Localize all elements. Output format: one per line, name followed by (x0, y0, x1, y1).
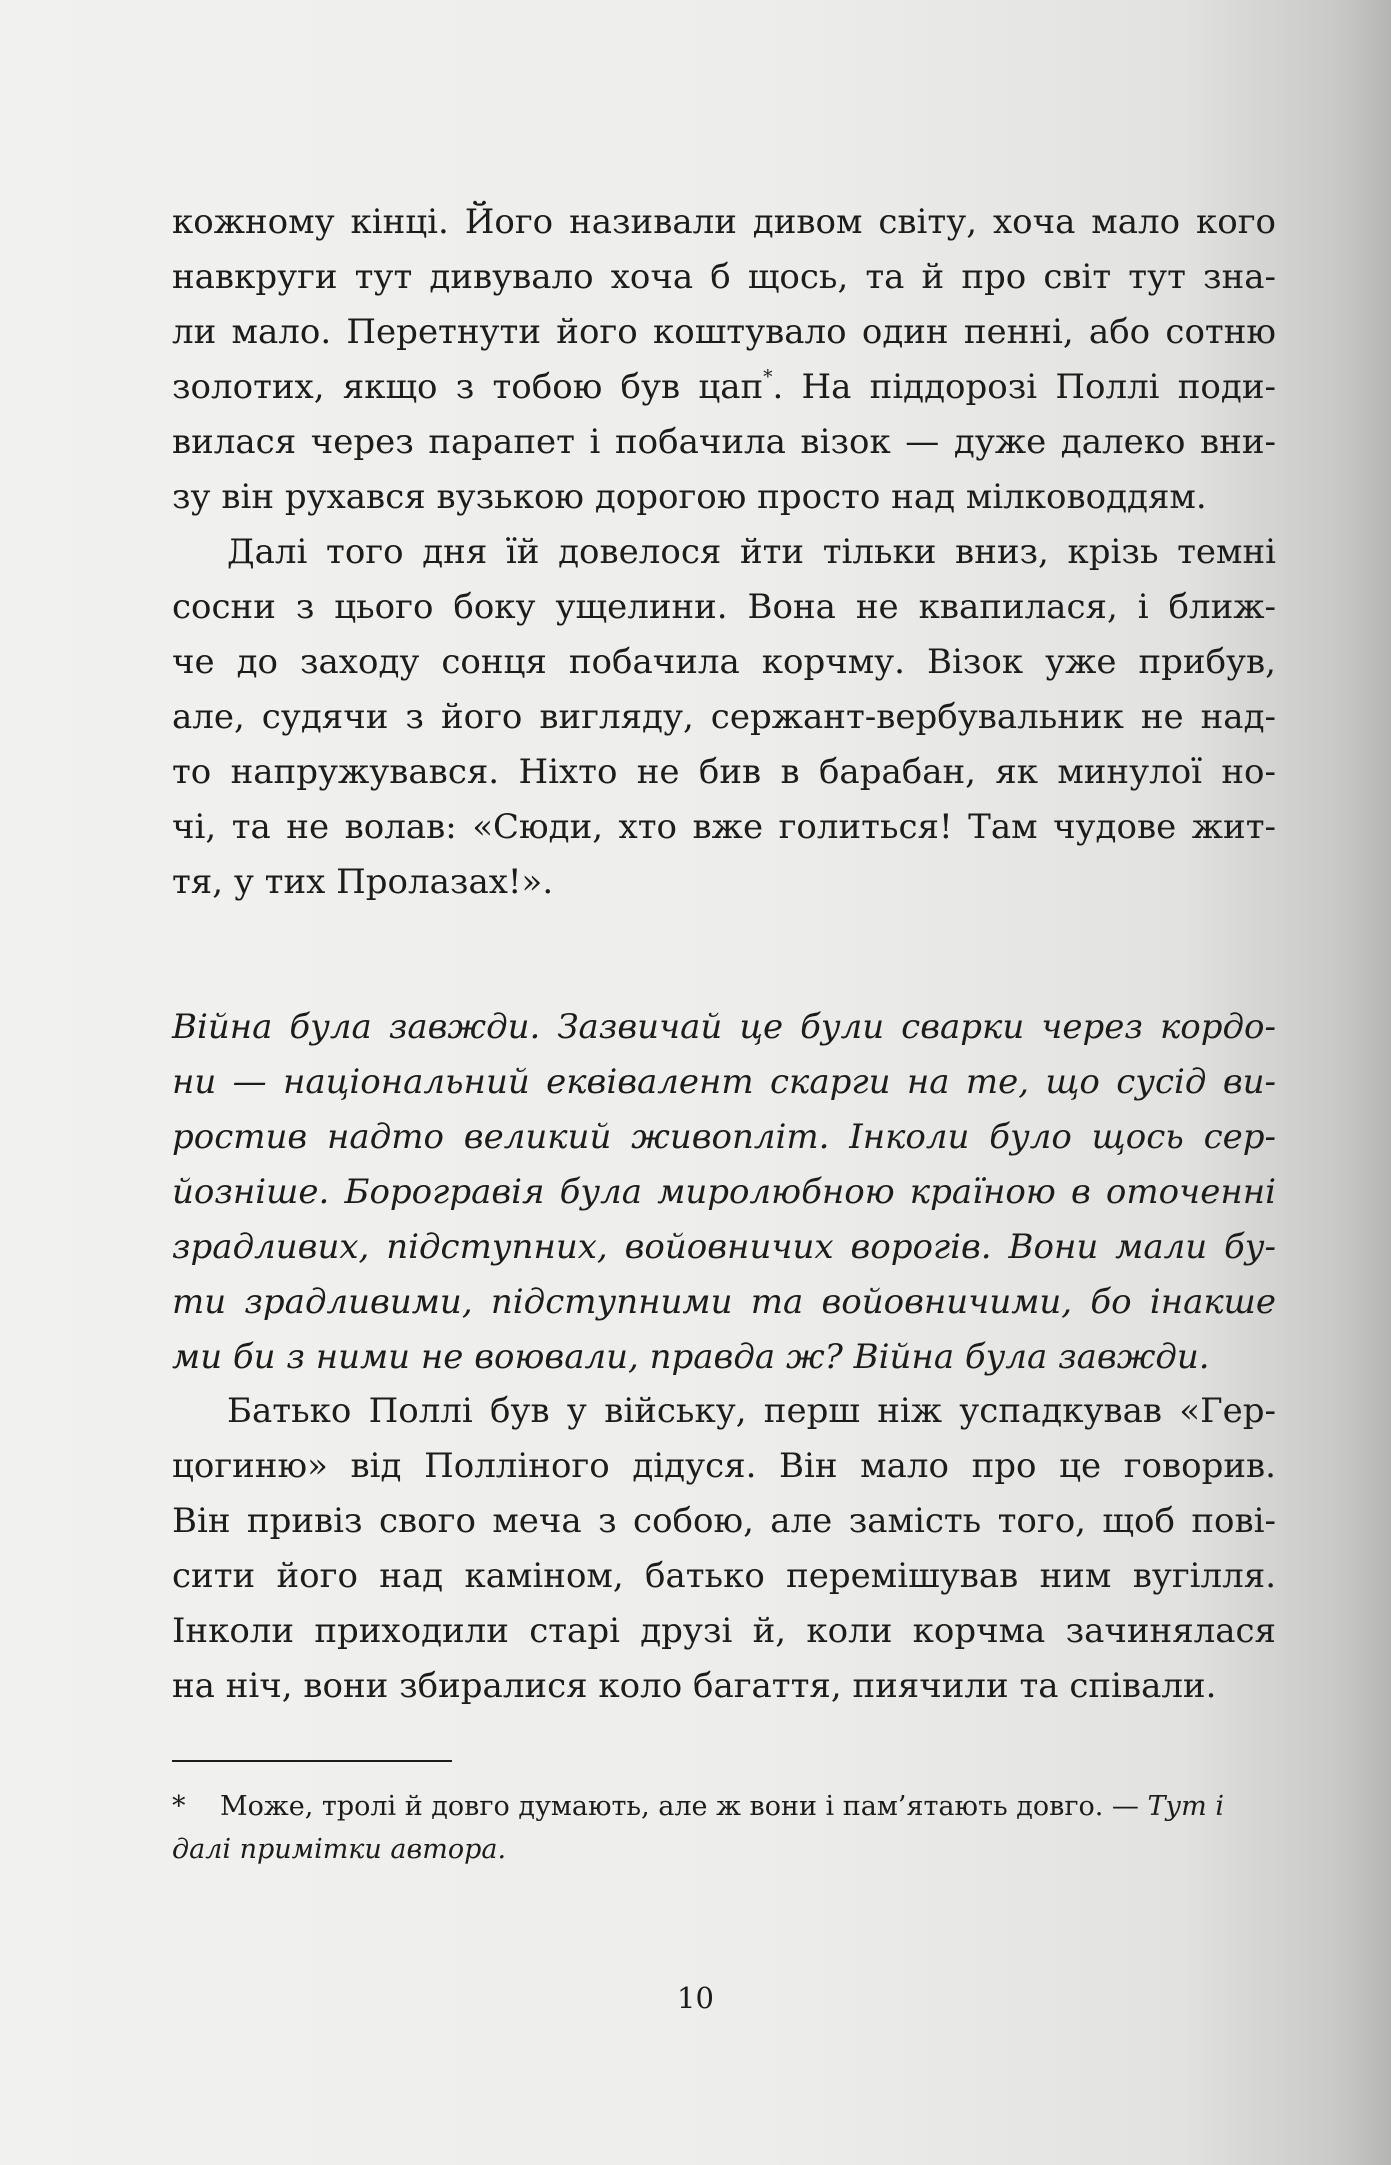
text-line: навкруги тут дивувало хоча б щось, та й про світ тут зна- (172, 257, 1276, 297)
footnote-author-note: Тут і далі примітки автора. (172, 1791, 1224, 1865)
text-line: ни — національний еквівалент скарги на те, що сусід ви- (172, 1062, 1276, 1102)
footnote-text: Може, тролі й довго думають, але ж вони і пам’ятають довго. — (220, 1791, 1148, 1822)
text-line: то напружувався. Ніхто не бив в барабан, як минулої но- (172, 752, 1276, 792)
text-line: Батько Поллі був у війську, перш ніж успадкував «Гер- (227, 1391, 1276, 1431)
text-line: зу він рухався вузькою дорогою просто над мілководдям. (172, 477, 1207, 517)
paragraph-father (172, 1384, 1276, 1714)
text-line: Далі того дня їй довелося йти тільки вниз, крізь темні (227, 532, 1276, 572)
text-line: чі, та не волав: «Сюди, хто вже голиться! Там чудове жит- (172, 807, 1276, 847)
text-line: че до заходу сонця побачила корчму. Візок уже прибув, (172, 642, 1276, 682)
text-line-with-footnote-ref (172, 360, 1276, 415)
text-line: на ніч, вони збиралися коло багаття, пиячили та співали. (172, 1666, 1217, 1706)
footnote-mark: * (172, 1791, 186, 1822)
text-line: Війна була завжди. Зазвичай це були сварки через кордо- (172, 1007, 1276, 1047)
italic-interlude (172, 1000, 1276, 1385)
text-line: ростив надто великий живопліт. Інколи було щось сер- (172, 1117, 1276, 1157)
text-line: ми би з ними не воювали, правда ж? Війна була завжди. (172, 1337, 1210, 1377)
text-line: сосни з цього боку ущелини. Вона не квапилася, і ближ- (172, 587, 1276, 627)
text-line: зрадливих, підступних, войовничих ворогів. Вони мали бу- (172, 1227, 1276, 1267)
text-fragment: золотих, якщо з тобою був цап (172, 367, 764, 407)
text-fragment: . На піддорозі Поллі поди- (772, 367, 1276, 407)
text-line: ли мало. Перетнути його коштувало один пенні, або сотню (172, 312, 1276, 352)
page-number: 10 (677, 1981, 714, 2015)
footnote-divider (172, 1760, 452, 1762)
text-line: кожному кінці. Його називали дивом світу, хоча мало кого (172, 202, 1276, 242)
text-line: ти зрадливими, підступними та войовничими, бо інакше (172, 1282, 1276, 1322)
paragraph-bridge (172, 195, 1276, 910)
footnote (172, 1785, 1271, 1871)
text-line: йозніше. Борогравія була миролюбною країною в оточенні (172, 1172, 1276, 1212)
text-line: сити його над каміном, батько перемішував ним вугілля. (172, 1556, 1276, 1596)
text-line: але, судячи з його вигляду, сержант-вербувальник не над- (172, 697, 1276, 737)
footnote-reference: * (763, 366, 773, 388)
text-line: Інколи приходили старі друзі й, коли корчма зачинялася (172, 1611, 1276, 1651)
text-line: цогиню» від Полліного дідуся. Він мало про це говорив. (172, 1446, 1276, 1486)
text-line: Він привіз свого меча з собою, але замість того, щоб пові- (172, 1501, 1276, 1541)
text-line: вилася через парапет і побачила візок — дуже далеко вни- (172, 422, 1276, 462)
text-line: тя, у тих Пролазах!». (172, 862, 554, 902)
